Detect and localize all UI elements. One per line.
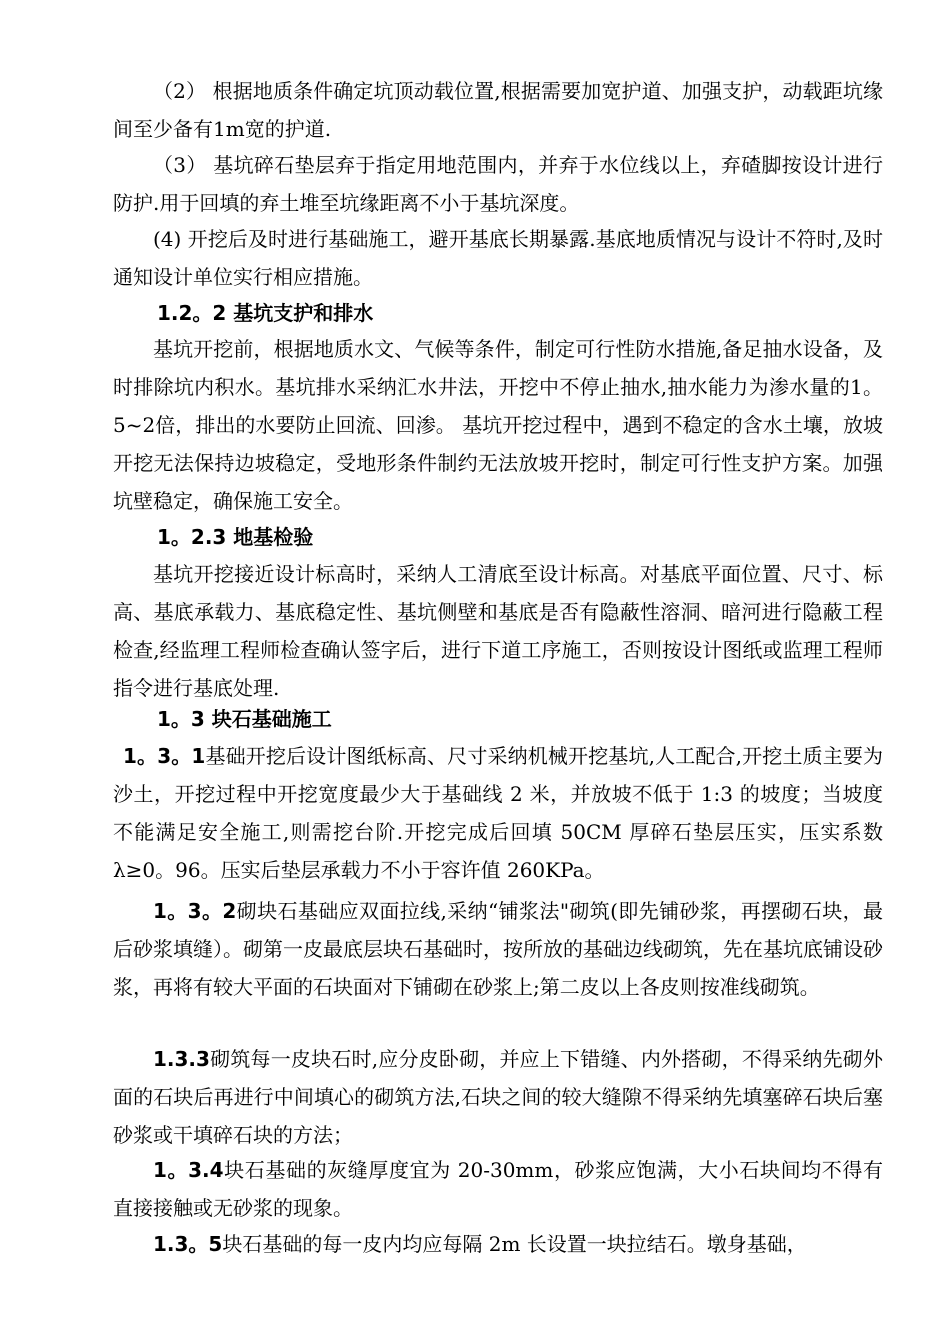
paragraph-8-text: 砌筑每一皮块石时,应分皮卧砌，并应上下错缝、内外搭砌，不得采纳先砌外面的石块后再进行中间填心的砌筑方法,石块之间的较大缝隙不得采纳先填塞碎石块后塞砂浆或干填碎石块的方法；: [113, 1047, 883, 1147]
paragraph-10-text: 块石基础的每一皮内均应每隔 2m 长设置一块拉结石。墩身基础，: [222, 1232, 807, 1256]
heading-1-2-3: 1。2.3 地基检验: [157, 525, 314, 549]
item-number-1-3-3: 1.3.3: [153, 1047, 210, 1071]
heading-1-3: 1。3 块石基础施工: [157, 707, 332, 731]
item-number-1-3-5: 1.3。5: [153, 1232, 223, 1256]
paragraph-8: [113, 1040, 883, 1154]
paragraph-2: （3） 基坑碎石垫层弃于指定用地范围内，并弃于水位线以上，弃碴脚按设计进行防护.用于回填的弃土堆至坑缘距离不小于基坑深度。: [113, 153, 883, 215]
paragraph-10: [113, 1225, 883, 1263]
paragraph-7: [113, 892, 883, 1006]
paragraph-1: （2） 根据地质条件确定坑顶动载位置,根据需要加宽护道、加强支护，动载距坑缘间至少备有1m宽的护道.: [113, 79, 883, 141]
item-number-1-3-1: 1。3。1: [123, 744, 206, 768]
item-number-1-3-2: 1。3。2: [153, 899, 237, 923]
paragraph-6: [113, 737, 883, 889]
paragraph-9: [113, 1151, 883, 1227]
paragraph-7-text: 砌块石基础应双面拉线,采纳“铺浆法"砌筑(即先铺砂浆，再摆砌石块，最后砂浆填缝）。砌第一皮最底层块石基础时，按所放的基础边线砌筑，先在基坑底铺设砂浆，再将有较大平面的石块面对下铺砌在砂浆上;第二皮以上各皮则按准线砌筑。: [113, 899, 883, 999]
paragraph-9-text: 块石基础的灰缝厚度宜为 20-30mm，砂浆应饱满，大小石块间均不得有直接接触或无砂浆的现象。: [113, 1158, 883, 1220]
paragraph-6-text: 基础开挖后设计图纸标高、尺寸采纳机械开挖基坑,人工配合,开挖土质主要为沙土，开挖过程中开挖宽度最少大于基础线 2 米，并放坡不低于 1:3 的坡度；当坡度不能满足安全施工,则需挖台阶.开挖完成后回填 50CM 厚碎石垫层压实，压实系数 λ≥0。96。压实后垫层承载力不小于容许值 260KPa。: [113, 744, 884, 882]
paragraph-5: 基坑开挖接近设计标高时，采纳人工清底至设计标高。对基底平面位置、尺寸、标高、基底承载力、基底稳定性、基坑侧壁和基底是否有隐蔽性溶洞、暗河进行隐蔽工程检查,经监理工程师检查确认签字后，进行下道工序施工，否则按设计图纸或监理工程师指令进行基底处理.: [113, 562, 883, 700]
heading-1-2-2: 1.2。2 基坑支护和排水: [157, 301, 374, 325]
paragraph-4: 基坑开挖前，根据地质水文、气候等条件，制定可行性防水措施,备足抽水设备，及时排除坑内积水。基坑排水采纳汇水井法，开挖中不停止抽水,抽水能力为渗水量的1。5~2倍，排出的水要防止回流、回渗。 基坑开挖过程中，遇到不稳定的含水土壤，放坡开挖无法保持边坡稳定，受地形条件制约无法放坡开挖时，制定可行性支护方案。加强坑壁稳定，确保施工安全。: [113, 337, 883, 513]
item-number-1-3-4: 1。3.4: [153, 1158, 224, 1182]
paragraph-3: (4) 开挖后及时进行基础施工，避开基底长期暴露.基底地质情况与设计不符时,及时通知设计单位实行相应措施。: [113, 227, 883, 289]
